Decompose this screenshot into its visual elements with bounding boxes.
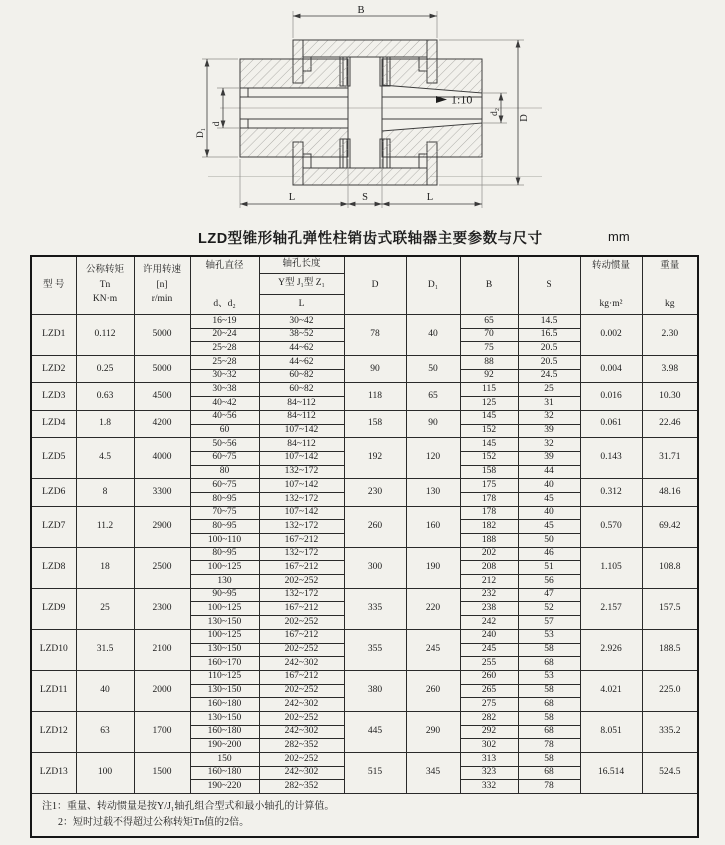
- cell-B: 182: [460, 520, 518, 534]
- cell-model: LZD4: [31, 410, 76, 437]
- cell-bore-length: 242~302: [259, 725, 344, 739]
- cell-bore-length: 167~212: [259, 561, 344, 575]
- col-header-inertia: [580, 256, 642, 315]
- note-line-2: 2：短时过载不得超过公称转矩Tn值的2倍。: [58, 816, 250, 828]
- cell-torque: 40: [76, 670, 134, 711]
- cell-S: 32: [518, 410, 580, 424]
- cell-model: LZD8: [31, 547, 76, 588]
- table-row: [31, 670, 698, 684]
- cell-model: LZD2: [31, 356, 76, 383]
- cell-B: 302: [460, 739, 518, 753]
- cell-bore-diameter: 60~75: [190, 451, 259, 465]
- cell-speed: 4200: [134, 410, 190, 437]
- torque-header-line: KN·m: [92, 294, 118, 305]
- inertia-header-line: kg·m²: [599, 298, 623, 309]
- cell-B: 92: [460, 369, 518, 383]
- cell-B: 245: [460, 643, 518, 657]
- cell-bore-diameter: 100~110: [190, 534, 259, 548]
- cell-S: 45: [518, 520, 580, 534]
- cell-speed: 3300: [134, 479, 190, 506]
- table-row: [31, 383, 698, 397]
- col-header-bore-len: 轴孔长度: [259, 256, 344, 274]
- cell-bore-length: 167~212: [259, 534, 344, 548]
- cell-bore-diameter: 50~56: [190, 438, 259, 452]
- cell-speed: 5000: [134, 356, 190, 383]
- cell-model: LZD6: [31, 479, 76, 506]
- cell-S: 39: [518, 424, 580, 438]
- cell-inertia: 4.021: [580, 670, 642, 711]
- cell-model: LZD10: [31, 629, 76, 670]
- cell-bore-diameter: 25~28: [190, 342, 259, 356]
- cell-bore-length: 84~112: [259, 397, 344, 411]
- cell-model: LZD13: [31, 753, 76, 794]
- cell-B: 145: [460, 410, 518, 424]
- parameter-table: [30, 255, 699, 838]
- cell-torque: 100: [76, 753, 134, 794]
- cell-S: 58: [518, 643, 580, 657]
- cell-inertia: 0.004: [580, 356, 642, 383]
- cell-bore-diameter: 130~150: [190, 684, 259, 698]
- cell-bore-diameter: 60: [190, 424, 259, 438]
- cell-bore-diameter: 30~38: [190, 383, 259, 397]
- cell-weight: 2.30: [642, 315, 698, 356]
- cell-B: 125: [460, 397, 518, 411]
- cell-B: 275: [460, 698, 518, 712]
- cell-model: LZD12: [31, 711, 76, 752]
- cell-bore-diameter: 130: [190, 575, 259, 589]
- cell-bore-length: 242~302: [259, 766, 344, 780]
- cell-D: 335: [344, 588, 406, 629]
- cell-B: 152: [460, 424, 518, 438]
- cell-weight: 69.42: [642, 506, 698, 547]
- cell-weight: 10.30: [642, 383, 698, 410]
- cell-B: 202: [460, 547, 518, 561]
- cell-D1: 40: [406, 315, 460, 356]
- cell-D1: 290: [406, 711, 460, 752]
- cell-speed: 2900: [134, 506, 190, 547]
- table-body: [31, 315, 698, 794]
- cell-bore-diameter: 80~95: [190, 547, 259, 561]
- cell-bore-diameter: 80~95: [190, 520, 259, 534]
- cell-S: 57: [518, 616, 580, 630]
- weight-header-line: 重量: [660, 260, 680, 271]
- cell-S: 53: [518, 670, 580, 684]
- cell-bore-diameter: 150: [190, 753, 259, 767]
- cell-torque: 8: [76, 479, 134, 506]
- cell-S: 40: [518, 506, 580, 520]
- table-row: [31, 547, 698, 561]
- cell-B: 240: [460, 629, 518, 643]
- cell-bore-diameter: 100~125: [190, 602, 259, 616]
- cell-bore-diameter: 80~95: [190, 492, 259, 506]
- cell-weight: 188.5: [642, 629, 698, 670]
- table-notes: [31, 794, 698, 838]
- cell-D1: 130: [406, 479, 460, 506]
- cell-bore-length: 132~172: [259, 492, 344, 506]
- cell-S: 68: [518, 657, 580, 671]
- cell-model: LZD5: [31, 438, 76, 479]
- cell-B: 145: [460, 438, 518, 452]
- cell-B: 313: [460, 753, 518, 767]
- cell-torque: 11.2: [76, 506, 134, 547]
- cell-torque: 0.63: [76, 383, 134, 410]
- cell-bore-diameter: 80: [190, 465, 259, 479]
- cell-B: 255: [460, 657, 518, 671]
- cell-S: 68: [518, 725, 580, 739]
- cell-bore-length: 242~302: [259, 698, 344, 712]
- cell-S: 20.5: [518, 356, 580, 370]
- cell-inertia: 2.926: [580, 629, 642, 670]
- cell-bore-diameter: 160~180: [190, 698, 259, 712]
- table-row: [31, 315, 698, 329]
- cell-inertia: 0.143: [580, 438, 642, 479]
- cell-bore-length: 30~42: [259, 315, 344, 329]
- cell-weight: 31.71: [642, 438, 698, 479]
- cell-B: 242: [460, 616, 518, 630]
- title-row: [0, 226, 725, 250]
- taper-label: 1:10: [451, 92, 473, 107]
- dim-label-L-left: L: [288, 192, 296, 203]
- page-title: LZD型锥形轴孔弹性柱销齿式联轴器主要参数与尺寸: [198, 231, 543, 247]
- cell-S: 14.5: [518, 315, 580, 329]
- cell-bore-diameter: 40~42: [190, 397, 259, 411]
- cell-B: 65: [460, 315, 518, 329]
- col-header-speed: [134, 256, 190, 315]
- note-line-1: 注1：重量、转动惯量是按Y/J₁轴孔组合型式和最小轴孔的计算值。: [42, 801, 335, 813]
- cell-bore-length: 282~352: [259, 780, 344, 794]
- cell-bore-length: 44~62: [259, 356, 344, 370]
- cell-bore-diameter: 25~28: [190, 356, 259, 370]
- cell-bore-length: 202~252: [259, 711, 344, 725]
- col-header-D: D: [344, 256, 406, 315]
- cell-speed: 4000: [134, 438, 190, 479]
- col-header-S: S: [518, 256, 580, 315]
- cell-model: LZD1: [31, 315, 76, 356]
- cell-D1: 345: [406, 753, 460, 794]
- cell-D: 515: [344, 753, 406, 794]
- cell-B: 238: [460, 602, 518, 616]
- cell-bore-length: 38~52: [259, 328, 344, 342]
- cell-bore-diameter: 90~95: [190, 588, 259, 602]
- cell-speed: 2000: [134, 670, 190, 711]
- cell-bore-diameter: 70~75: [190, 506, 259, 520]
- col-header-bore-len-types: Y型 J₁型 Z₁: [259, 274, 344, 295]
- cell-torque: 4.5: [76, 438, 134, 479]
- cell-D: 230: [344, 479, 406, 506]
- cell-bore-diameter: 160~180: [190, 766, 259, 780]
- dim-label-D: D: [519, 114, 530, 122]
- cell-B: 282: [460, 711, 518, 725]
- cell-B: 178: [460, 506, 518, 520]
- cell-bore-diameter: 20~24: [190, 328, 259, 342]
- cell-D: 300: [344, 547, 406, 588]
- cell-bore-diameter: 160~180: [190, 725, 259, 739]
- cell-bore-diameter: 60~75: [190, 479, 259, 493]
- cell-bore-diameter: 16~19: [190, 315, 259, 329]
- cell-bore-diameter: 110~125: [190, 670, 259, 684]
- cell-S: 25: [518, 383, 580, 397]
- cell-S: 46: [518, 547, 580, 561]
- cell-D: 355: [344, 629, 406, 670]
- cell-D1: 65: [406, 383, 460, 410]
- table-row: [31, 506, 698, 520]
- table-row: [31, 479, 698, 493]
- cell-S: 52: [518, 602, 580, 616]
- cell-inertia: 8.051: [580, 711, 642, 752]
- cell-inertia: 0.002: [580, 315, 642, 356]
- col-header-model: 型 号: [31, 256, 76, 315]
- dim-label-d: d: [212, 121, 222, 127]
- cell-S: 78: [518, 739, 580, 753]
- cell-bore-diameter: 160~170: [190, 657, 259, 671]
- bore-dia-header-line: 轴孔直径: [205, 260, 244, 271]
- col-header-bore-len-L: L: [259, 295, 344, 315]
- cell-weight: 22.46: [642, 410, 698, 437]
- cell-weight: 335.2: [642, 711, 698, 752]
- cell-S: 53: [518, 629, 580, 643]
- cell-D: 192: [344, 438, 406, 479]
- cell-S: 31: [518, 397, 580, 411]
- cell-bore-length: 107~142: [259, 479, 344, 493]
- cell-model: LZD11: [31, 670, 76, 711]
- cell-B: 292: [460, 725, 518, 739]
- cell-weight: 524.5: [642, 753, 698, 794]
- cell-D1: 260: [406, 670, 460, 711]
- cell-inertia: 0.312: [580, 479, 642, 506]
- cell-weight: 48.16: [642, 479, 698, 506]
- cell-weight: 108.8: [642, 547, 698, 588]
- cell-D1: 245: [406, 629, 460, 670]
- cell-S: 32: [518, 438, 580, 452]
- cell-bore-diameter: 130~150: [190, 616, 259, 630]
- speed-header-line: [n]: [156, 279, 168, 290]
- cell-torque: 63: [76, 711, 134, 752]
- table-row: [31, 753, 698, 767]
- cell-B: 115: [460, 383, 518, 397]
- cell-B: 232: [460, 588, 518, 602]
- cell-torque: 31.5: [76, 629, 134, 670]
- cell-bore-diameter: 130~150: [190, 643, 259, 657]
- cell-S: 39: [518, 451, 580, 465]
- cell-bore-length: 132~172: [259, 520, 344, 534]
- unit-label: mm: [608, 229, 630, 244]
- cell-D: 118: [344, 383, 406, 410]
- cell-B: 260: [460, 670, 518, 684]
- cell-weight: 157.5: [642, 588, 698, 629]
- cell-D1: 160: [406, 506, 460, 547]
- cell-S: 56: [518, 575, 580, 589]
- cell-inertia: 2.157: [580, 588, 642, 629]
- cell-S: 58: [518, 753, 580, 767]
- cell-bore-length: 107~142: [259, 451, 344, 465]
- cell-S: 58: [518, 684, 580, 698]
- cell-B: 75: [460, 342, 518, 356]
- cell-bore-length: 132~172: [259, 465, 344, 479]
- cell-speed: 5000: [134, 315, 190, 356]
- cell-bore-length: 167~212: [259, 629, 344, 643]
- cell-inertia: 0.016: [580, 383, 642, 410]
- cell-torque: 1.8: [76, 410, 134, 437]
- table-row: [31, 438, 698, 452]
- cell-S: 24.5: [518, 369, 580, 383]
- cell-speed: 1500: [134, 753, 190, 794]
- cell-S: 47: [518, 588, 580, 602]
- dim-label-B: B: [357, 5, 365, 16]
- cell-B: 158: [460, 465, 518, 479]
- cell-bore-length: 107~142: [259, 424, 344, 438]
- cell-bore-length: 44~62: [259, 342, 344, 356]
- cell-inertia: 16.514: [580, 753, 642, 794]
- cell-bore-diameter: 190~220: [190, 780, 259, 794]
- cell-bore-diameter: 40~56: [190, 410, 259, 424]
- table-row: [31, 410, 698, 424]
- cell-bore-diameter: 30~32: [190, 369, 259, 383]
- cell-S: 78: [518, 780, 580, 794]
- cell-B: 323: [460, 766, 518, 780]
- weight-header-line: kg: [665, 298, 675, 309]
- cell-bore-length: 202~252: [259, 753, 344, 767]
- cell-bore-length: 282~352: [259, 739, 344, 753]
- cell-bore-length: 167~212: [259, 670, 344, 684]
- cell-B: 175: [460, 479, 518, 493]
- cell-D1: 120: [406, 438, 460, 479]
- cell-bore-length: 132~172: [259, 588, 344, 602]
- cell-inertia: 0.570: [580, 506, 642, 547]
- col-header-D1: D₁: [406, 256, 460, 315]
- cell-D: 445: [344, 711, 406, 752]
- cell-bore-length: 202~252: [259, 643, 344, 657]
- cell-bore-length: 84~112: [259, 438, 344, 452]
- cell-S: 58: [518, 711, 580, 725]
- cell-torque: 0.25: [76, 356, 134, 383]
- cell-B: 88: [460, 356, 518, 370]
- cell-B: 212: [460, 575, 518, 589]
- col-header-bore-dia: [190, 256, 259, 315]
- table-row: [31, 356, 698, 370]
- cell-speed: 2100: [134, 629, 190, 670]
- coupling-drawing: [0, 0, 725, 222]
- cell-D: 380: [344, 670, 406, 711]
- speed-header-line: 许用转速: [142, 264, 181, 275]
- cell-S: 68: [518, 766, 580, 780]
- table-footer: [31, 794, 698, 838]
- table-row: [31, 629, 698, 643]
- cell-S: 68: [518, 698, 580, 712]
- cell-D: 78: [344, 315, 406, 356]
- speed-header-line: r/min: [151, 294, 173, 305]
- dim-label-d2: d₂: [490, 107, 500, 117]
- cell-bore-length: 202~252: [259, 684, 344, 698]
- cell-B: 332: [460, 780, 518, 794]
- col-header-B: B: [460, 256, 518, 315]
- cell-D: 260: [344, 506, 406, 547]
- cell-model: LZD7: [31, 506, 76, 547]
- cell-bore-length: 202~252: [259, 575, 344, 589]
- cell-inertia: 0.061: [580, 410, 642, 437]
- cell-bore-diameter: 130~150: [190, 711, 259, 725]
- cell-S: 44: [518, 465, 580, 479]
- col-header-weight: [642, 256, 698, 315]
- dim-label-L-right: L: [426, 192, 434, 203]
- cell-S: 20.5: [518, 342, 580, 356]
- cell-bore-length: 132~172: [259, 547, 344, 561]
- cell-torque: 0.112: [76, 315, 134, 356]
- table-row: [31, 711, 698, 725]
- cell-bore-length: 60~82: [259, 383, 344, 397]
- cell-model: LZD9: [31, 588, 76, 629]
- cell-B: 152: [460, 451, 518, 465]
- cell-weight: 225.0: [642, 670, 698, 711]
- cell-speed: 2500: [134, 547, 190, 588]
- coupling-cross-section: [0, 0, 725, 222]
- cell-B: 188: [460, 534, 518, 548]
- cell-S: 40: [518, 479, 580, 493]
- cell-D1: 220: [406, 588, 460, 629]
- cell-bore-length: 84~112: [259, 410, 344, 424]
- cell-B: 208: [460, 561, 518, 575]
- cell-S: 51: [518, 561, 580, 575]
- table-row: [31, 588, 698, 602]
- cell-S: 50: [518, 534, 580, 548]
- torque-header-line: Tn: [99, 279, 111, 290]
- cell-bore-length: 167~212: [259, 602, 344, 616]
- cell-torque: 25: [76, 588, 134, 629]
- cell-weight: 3.98: [642, 356, 698, 383]
- cell-bore-length: 107~142: [259, 506, 344, 520]
- cell-bore-length: 60~82: [259, 369, 344, 383]
- cell-speed: 2300: [134, 588, 190, 629]
- cell-speed: 1700: [134, 711, 190, 752]
- cell-speed: 4500: [134, 383, 190, 410]
- col-header-torque: [76, 256, 134, 315]
- cell-B: 265: [460, 684, 518, 698]
- cell-bore-length: 242~302: [259, 657, 344, 671]
- dim-label-D1: D₁: [196, 127, 206, 139]
- cell-bore-diameter: 190~200: [190, 739, 259, 753]
- inertia-header-line: 转动惯量: [591, 260, 630, 271]
- cell-B: 70: [460, 328, 518, 342]
- cell-S: 16.5: [518, 328, 580, 342]
- cell-torque: 18: [76, 547, 134, 588]
- cell-bore-diameter: 100~125: [190, 561, 259, 575]
- cell-bore-length: 202~252: [259, 616, 344, 630]
- cell-model: LZD3: [31, 383, 76, 410]
- dim-label-S: S: [362, 192, 368, 203]
- cell-S: 45: [518, 492, 580, 506]
- torque-header-line: 公称转矩: [85, 264, 124, 275]
- cell-B: 178: [460, 492, 518, 506]
- cell-D1: 90: [406, 410, 460, 437]
- table-header: [31, 256, 698, 315]
- cell-bore-diameter: 100~125: [190, 629, 259, 643]
- cell-D: 158: [344, 410, 406, 437]
- cell-D: 90: [344, 356, 406, 383]
- cell-inertia: 1.105: [580, 547, 642, 588]
- cell-D1: 190: [406, 547, 460, 588]
- cell-D1: 50: [406, 356, 460, 383]
- bore-dia-header-line: d、d₂: [213, 298, 236, 309]
